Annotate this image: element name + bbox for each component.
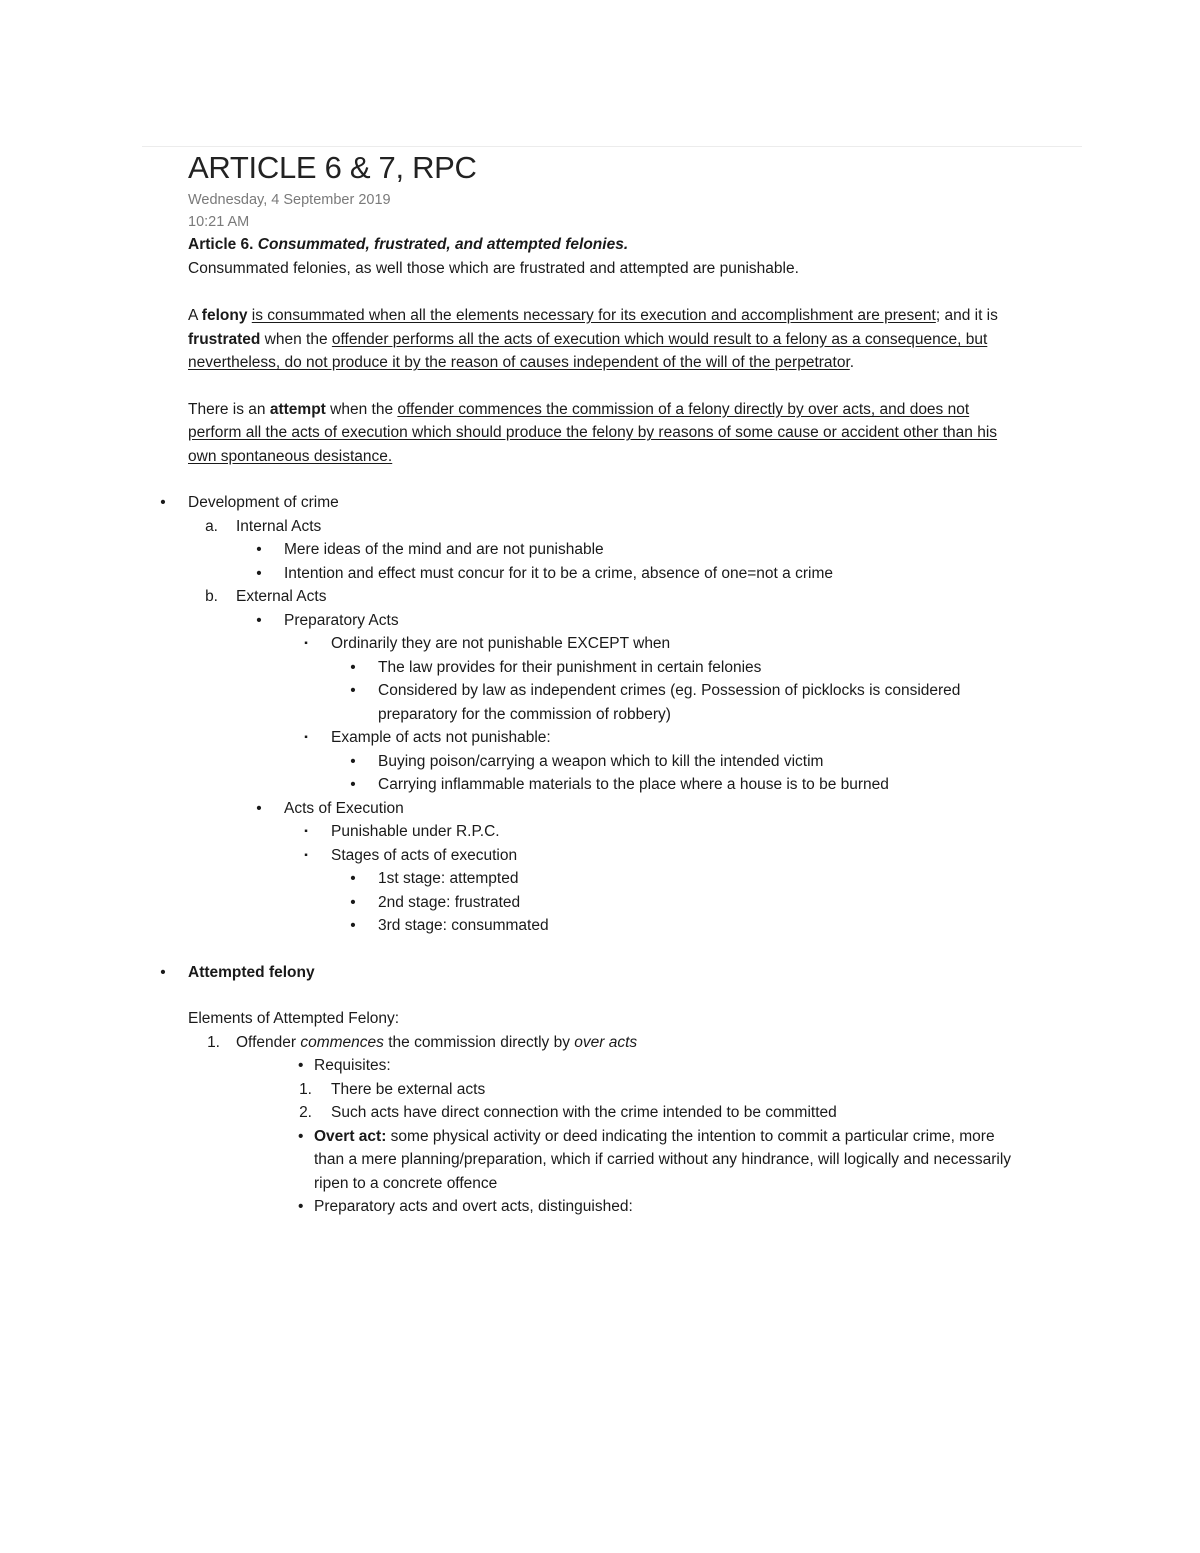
list-item: • The law provides for their punishment in certain felonies	[350, 658, 762, 676]
list-item: ▪ Stages of acts of execution	[304, 846, 518, 864]
list-item: ▪ Example of acts not punishable:	[304, 729, 551, 746]
intro-text: Consummated felonies, as well those which are frustrated and attempted are punishable.	[188, 260, 799, 277]
page-title[interactable]: ARTICLE 6 & 7, RPC	[188, 150, 477, 185]
list-item: • 1st stage: attempted	[350, 870, 519, 887]
attempt-definition: There is an attempt when the offender commences the commission of a felony directly by over acts, and does not perform all the acts of execution which should produce the felony by reasons of some cause or accident other than his own spontaneous desistance.	[188, 400, 998, 465]
list-item: ▪ Punishable under R.P.C.	[304, 823, 500, 840]
term-attempt: attempt	[269, 400, 326, 418]
attempted-felony-heading: • Attempted felony	[160, 963, 315, 981]
list-item: • Overt act: some physical activity or deed indicating the intention to commit a particular crime, more than a mere planning/preparation, which if carried without any hindrance, will logically and necessarily ripen to a concrete offence	[298, 1127, 1012, 1192]
elements-heading: Elements of Attempted Felony:	[188, 1010, 400, 1027]
note-time: 10:21 AM	[188, 214, 250, 230]
term-frustrated: frustrated	[188, 330, 261, 348]
article-title: Consummated, frustrated, and attempted felonies.	[257, 236, 629, 253]
article-heading	[188, 233, 1018, 257]
list-item: • 3rd stage: consummated	[350, 917, 549, 934]
term-felony: felony	[201, 307, 248, 324]
list-item: 1. There be external acts	[299, 1080, 486, 1098]
list-item: ▪ Ordinarily they are not punishable EXCEPT when	[304, 635, 671, 652]
article-label: Article 6.	[188, 236, 254, 253]
list-item: • Intention and effect must concur for it to be a crime, absence of one=not a crime	[256, 564, 833, 582]
note-page	[160, 150, 1018, 1219]
term-overt-act: Overt act:	[314, 1127, 387, 1145]
list-item: 2. Such acts have direct connection with the crime intended to be committed	[299, 1104, 837, 1121]
list-item: • Carrying inflammable materials to the place where a house is to be burned	[350, 776, 889, 793]
list-item: • Requisites:	[298, 1057, 391, 1074]
list-item: 1. Offender commences the commission directly by over acts	[207, 1033, 638, 1051]
felony-definition: A felony is consummated when all the elements necessary for its execution and accomplishment are present; and it is frustrated when the offender performs all the acts of execution which would result to a felony as a consequence, but nevertheless, do not produce it by the reason of causes independent of the will of the perpetrator.	[188, 307, 998, 371]
list-item: • Mere ideas of the mind and are not punishable	[256, 541, 604, 558]
list-item: • 2nd stage: frustrated	[350, 893, 521, 911]
list-item: • Considered by law as independent crimes (eg. Possession of picklocks is considered preparatory for the commission of robbery)	[350, 682, 961, 723]
list-item: • Buying poison/carrying a weapon which to kill the intended victim	[350, 752, 824, 770]
list-item: a. Internal Acts	[205, 517, 322, 535]
list-item: • Acts of Execution	[256, 799, 404, 817]
note-date: Wednesday, 4 September 2019	[188, 192, 391, 208]
crime-development-outline	[142, 491, 1018, 1219]
list-item: • Development of crime	[160, 494, 339, 511]
list-item: • Preparatory Acts	[256, 611, 399, 629]
list-item: b. External Acts	[205, 588, 327, 605]
list-item: • Preparatory acts and overt acts, distinguished:	[298, 1198, 633, 1215]
header-divider	[142, 146, 1082, 147]
